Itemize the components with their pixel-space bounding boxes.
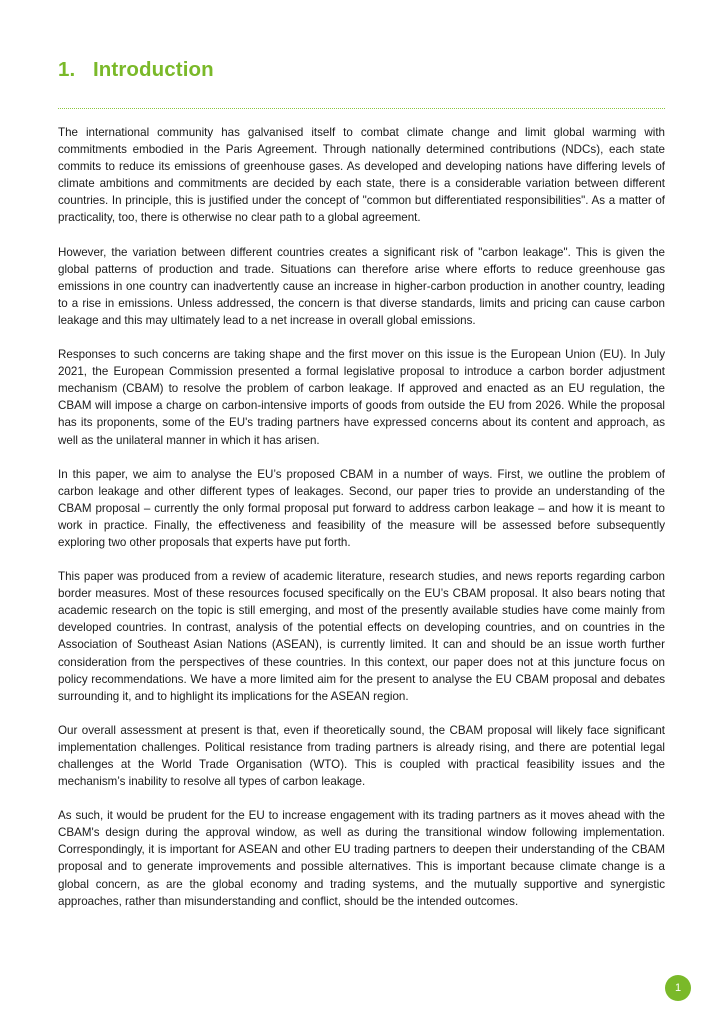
section-heading [58, 58, 214, 82]
body-text [58, 124, 665, 927]
page-number-badge: 1 [665, 975, 691, 1001]
paragraph-2: However, the variation between different countries creates a significant risk of "carbon leakage". This is given the global patterns of production and trade. Situations can therefore arise where efforts to reduce greenhouse gas emissions in one country can inadvertently cause an increase in higher-carbon production in another country, leading to a rise in emissions. Unless addressed, the concern is that diverse standards, limits and pricing can cause carbon leakage and this may ultimately lead to a net increase in overall global emissions. [58, 245, 665, 327]
section-title: Introduction [93, 58, 214, 81]
heading-divider [58, 108, 665, 109]
paragraph-1: The international community has galvanised itself to combat climate change and limit global warming with commitments embodied in the Paris Agreement. Through nationally determined contributions (NDCs), each state commits to reduce its emissions of greenhouse gases. As developed and developing nations have differing levels of climate ambitions and commitments are decided by each state, there is a considerable variation between different countries. In principle, this is justified under the concept of "common but differentiated responsibilities". As a matter of practicality, too, there is otherwise no clear path to a global agreement. [58, 126, 665, 225]
paragraph-3: Responses to such concerns are taking shape and the first mover on this issue is the European Union (EU). In July 2021, the European Commission presented a formal legislative proposal to introduce a carbon border adjustment mechanism (CBAM) to resolve the problem of carbon leakage. If approved and enacted as an EU regulation, the CBAM will impose a charge on carbon-intensive imports of goods from outside the EU from 2026. While the proposal has its proponents, some of the EU's trading partners have expressed concerns about its content and approach, as well as the unilateral manner in which it has arisen. [58, 348, 665, 447]
section-number: 1. [58, 58, 76, 81]
paragraph-6: Our overall assessment at present is that, even if theoretically sound, the CBAM proposal will likely face significant implementation challenges. Political resistance from trading partners is already rising, and there are potential legal challenges at the World Trade Organisation (WTO). This is coupled with practical feasibility issues and the mechanism’s inability to resolve all types of carbon leakage. [58, 723, 665, 789]
paragraph-7: As such, it would be prudent for the EU to increase engagement with its trading partners as it moves ahead with the CBAM's design during the approval window, as well as during the transitional window following implementation. Correspondingly, it is important for ASEAN and other EU trading partners to deepen their understanding of the CBAM proposal and to generate improvements and possible alternatives. This is important because climate change is a global concern, as are the global economy and trading systems, and the mutually supportive and synergistic approaches, rather than misunderstanding and conflict, should be the intended outcomes. [58, 809, 665, 908]
paragraph-5: This paper was produced from a review of academic literature, research studies, and news reports regarding carbon border measures. Most of these resources focused specifically on the EU’s CBAM proposal. It also bears noting that academic research on the topic is still emerging, and most of the presently available studies have come mainly from developed countries. In contrast, analysis of the potential effects on developing countries, and on countries in the Association of Southeast Asian Nations (ASEAN), is currently limited. It can and should be an issue worth further consideration from the perspectives of these countries. In this context, our paper does not at this juncture focus on policy recommendations. We have a more limited aim for the present to analyse the EU CBAM proposal and debates surrounding it, and to highlight its implications for the ASEAN region. [58, 570, 665, 703]
paragraph-4: In this paper, we aim to analyse the EU’s proposed CBAM in a number of ways. First, we outline the problem of carbon leakage and other different types of leakages. Second, our paper tries to provide an understanding of the CBAM proposal – currently the only formal proposal put forward to address carbon leakage – and how it is meant to work in practice. Finally, the effectiveness and feasibility of the measure will be assessed before subsequently exploring two other proposals that experts have put forth. [58, 467, 665, 549]
